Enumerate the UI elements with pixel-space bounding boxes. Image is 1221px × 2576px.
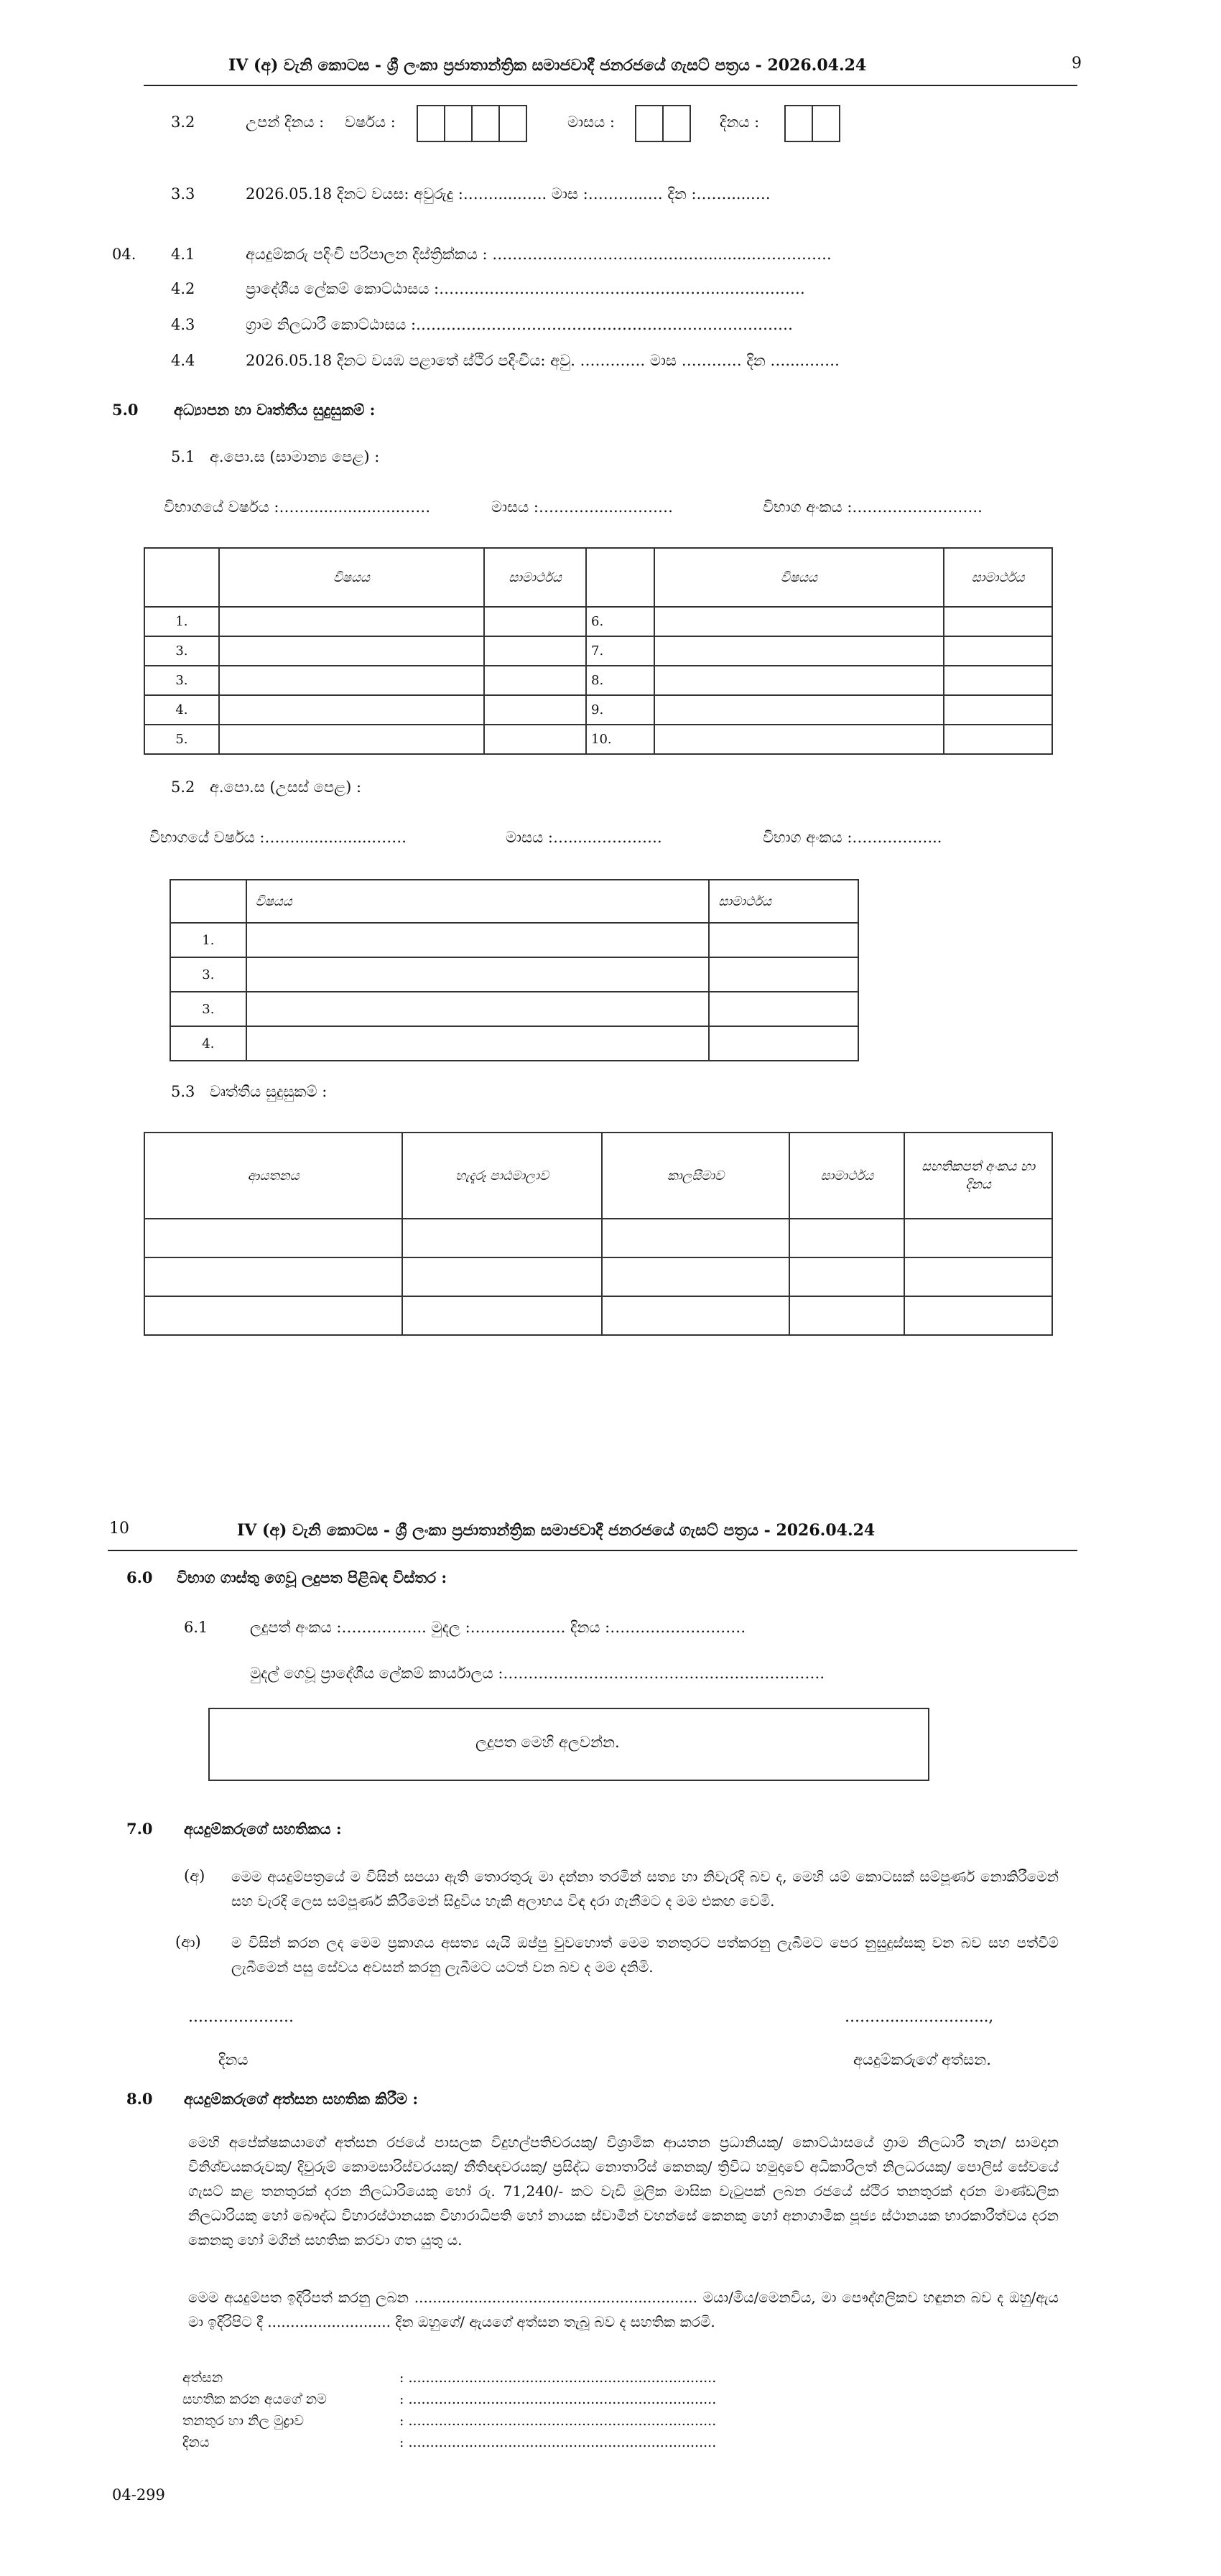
table-row	[170, 923, 858, 957]
field-label: සහතික කරන අයගේ නම	[182, 2391, 327, 2407]
table-cell[interactable]	[602, 1296, 790, 1335]
section-5-2-number: 5.2	[171, 778, 195, 796]
table-row	[144, 1257, 1052, 1296]
field-label: දිනය	[182, 2435, 210, 2450]
birth-month-label: මාසය :	[567, 113, 615, 131]
col-duration: කාලසීමාව	[602, 1133, 790, 1219]
section-3-3-number: 3.3	[171, 185, 195, 203]
clause-a-label: (අ)	[184, 1867, 205, 1884]
section-5-2-title: අ.පො.ස (උසස් පෙළ) :	[210, 778, 362, 796]
field-label: අත්සන	[182, 2370, 223, 2386]
subject-cell[interactable]	[654, 695, 944, 725]
item-num: 4.2	[171, 280, 195, 297]
row-number: 4.	[170, 1026, 246, 1061]
table-cell[interactable]	[789, 1296, 904, 1335]
al-results-table	[170, 879, 859, 1061]
al-exam-month: මාසය :…......………….	[506, 829, 662, 846]
receipt-paste-box[interactable]	[208, 1708, 929, 1781]
grade-cell[interactable]	[944, 607, 1052, 636]
col-institute: ආයතනය	[144, 1133, 402, 1219]
col-course: හැදෑරූ පාඨමාලාව	[402, 1133, 602, 1219]
signature-dots: ………......…………..,	[845, 2008, 994, 2025]
table-cell[interactable]	[144, 1257, 402, 1296]
subject-cell[interactable]	[654, 607, 944, 636]
date-field[interactable]: : .......................................................................	[399, 2435, 717, 2450]
item-num: 4.1	[171, 246, 195, 263]
digit-box[interactable]	[635, 105, 664, 142]
footer-code: 04-299	[112, 2486, 165, 2503]
clause-b-label: (ආ)	[175, 1933, 201, 1950]
signature-label: අයදුම්කරුගේ අත්සන.	[853, 2051, 991, 2068]
section-6-number: 6.0	[126, 1568, 153, 1586]
section-7-title: අයදුම්කරුගේ සහතිකය :	[184, 1820, 342, 1838]
digit-box[interactable]	[784, 105, 813, 142]
grade-cell[interactable]	[709, 992, 858, 1026]
subject-cell[interactable]	[219, 695, 484, 725]
blank-cell	[586, 548, 654, 607]
table-row	[144, 607, 1052, 636]
section-6-1-number: 6.1	[184, 1619, 208, 1636]
receipt-box-label: ලදුපත මෙහි අලවන්න.	[475, 1734, 620, 1751]
row-number: 3.	[170, 957, 246, 992]
subject-cell[interactable]	[654, 636, 944, 666]
digit-box[interactable]	[471, 105, 500, 142]
row-number: 3.	[144, 636, 219, 666]
subject-cell[interactable]	[246, 1026, 709, 1061]
age-line: 2026.05.18 දිනට වයස: අවුරුදු :……......….. මාස :………...… දින :…….....….	[246, 185, 771, 203]
digit-box[interactable]	[444, 105, 473, 142]
col-grade: සාමාර්ථය	[484, 548, 586, 607]
row-number: 7.	[586, 636, 654, 666]
col-grade: සාමාර්ථය	[709, 880, 858, 923]
page-number: 10	[109, 1520, 129, 1538]
section-6-title: විභාග ගාස්තු ගෙවූ ලදුපත පිළිබඳ විස්තර :	[177, 1568, 447, 1586]
grade-cell[interactable]	[709, 1026, 858, 1061]
section-04-number: 04.	[112, 246, 136, 263]
table-row	[144, 1219, 1052, 1257]
subject-cell[interactable]	[219, 666, 484, 695]
divisional-secretariat-line: ප්‍රාදේශීය ලේකම් කොට්ඨාසය :………………………………………………....……………	[246, 280, 805, 297]
section-8-title: අයදුම්කරුගේ අත්සන සහතික කිරීම :	[184, 2090, 419, 2108]
row-number: 3.	[170, 992, 246, 1026]
row-number: 9.	[586, 695, 654, 725]
table-cell[interactable]	[789, 1257, 904, 1296]
grade-cell[interactable]	[944, 725, 1052, 754]
section-5-3-number: 5.3	[171, 1083, 195, 1100]
grade-cell[interactable]	[484, 636, 586, 666]
header-rule	[108, 1550, 1077, 1551]
subject-cell[interactable]	[246, 957, 709, 992]
residence-line: 2026.05.18 දිනට වයඹ පළාතේ ස්ථිර පදිංචිය: අවු. …………. මාස ………… දින …....…….	[246, 352, 840, 369]
blank-cell	[144, 548, 219, 607]
payment-office-line: මුදල් ගෙවූ ප්‍රාදේශීය ලේකම් කාර්යාලය :……………………………………………………….	[250, 1665, 825, 1682]
subject-cell[interactable]	[654, 666, 944, 695]
date-label: දිනය	[218, 2051, 249, 2068]
subject-cell[interactable]	[219, 636, 484, 666]
row-number: 1.	[170, 923, 246, 957]
grade-cell[interactable]	[709, 957, 858, 992]
section-8-number: 8.0	[126, 2090, 153, 2108]
table-row	[144, 725, 1052, 754]
ol-exam-index: විභාග අංකය :……………………..	[763, 498, 983, 516]
table-cell[interactable]	[402, 1296, 602, 1335]
row-number: 10.	[586, 725, 654, 754]
table-row	[170, 957, 858, 992]
section-5-3-title: වෘත්තීය සුදුසුකම් :	[210, 1083, 328, 1100]
table-row	[144, 666, 1052, 695]
grade-cell[interactable]	[944, 636, 1052, 666]
row-number: 8.	[586, 666, 654, 695]
birth-day-label: දිනය :	[720, 113, 760, 131]
table-cell[interactable]	[789, 1219, 904, 1257]
table-cell[interactable]	[144, 1296, 402, 1335]
page-header: IV (අ) වැනි කොටස - ශ්‍රී ලංකා ප්‍රජාතාන්ත්‍රික සමාජවාදී ජනරජයේ ගැසට් පත්‍රය - 2026.04.24	[228, 56, 867, 75]
birth-day-boxes[interactable]	[784, 105, 839, 142]
row-number: 1.	[144, 607, 219, 636]
gn-division-line: ග්‍රාම නිලධාරී කොට්ඨාසය :…………………………………………………………………	[246, 316, 794, 333]
digit-box[interactable]	[662, 105, 691, 142]
section-5-number: 5.0	[112, 401, 139, 419]
ol-results-table	[144, 547, 1053, 755]
grade-cell[interactable]	[709, 923, 858, 957]
district-line: අයදුම්කරු පදිංචි පරිපාලන දිස්ත්‍රික්කය : ……………………………………..........…………….	[246, 246, 832, 263]
col-grade: සාමාර්ථය	[789, 1133, 904, 1219]
grade-cell[interactable]	[484, 695, 586, 725]
table-cell[interactable]	[144, 1219, 402, 1257]
grade-cell[interactable]	[944, 666, 1052, 695]
col-subject: විෂයය	[219, 548, 484, 607]
ol-exam-year: විභාගයේ වර්ෂය :……...................……	[164, 498, 431, 516]
grade-cell[interactable]	[484, 607, 586, 636]
subject-cell[interactable]	[654, 725, 944, 754]
table-cell[interactable]	[602, 1257, 790, 1296]
item-num: 4.4	[171, 352, 195, 369]
row-number: 5.	[144, 725, 219, 754]
header-rule	[144, 85, 1077, 86]
ol-exam-month: මාසය :…………......………	[491, 498, 674, 516]
birth-year-boxes[interactable]	[417, 105, 526, 142]
subject-cell[interactable]	[246, 992, 709, 1026]
subject-cell[interactable]	[219, 725, 484, 754]
clause-a-text: මෙම අයදුම්පත්‍රයේ ම විසින් සපයා ඇති තොරතුරු මා දන්නා තරමින් සත්‍ය හා නිවැරදි බව ද, මෙහි යම් කොටසක් සම්පූර්ණ නොකිරීමෙන් සහ වැරදි ලෙස සම්පූර්ණ කිරීමෙන් සිදුවිය හැකි අලාභය විඳ දරා ගැනීමට ද මම එකඟ වෙමි.	[231, 1868, 1059, 1910]
subject-cell[interactable]	[246, 923, 709, 957]
col-subject: විෂයය	[246, 880, 709, 923]
col-grade: සාමාර්ථය	[944, 548, 1052, 607]
row-number: 3.	[144, 666, 219, 695]
digit-box[interactable]	[498, 105, 527, 142]
designation-field[interactable]: : .......................................................................	[399, 2413, 717, 2429]
al-exam-index: විභාග අංකය :……………...	[763, 829, 942, 846]
section-5-title: අධ්‍යාපන හා වෘත්තීය සුදුසුකම් :	[174, 401, 376, 419]
table-row	[170, 1026, 858, 1061]
grade-cell[interactable]	[484, 666, 586, 695]
certification-paragraph: මෙම අයදුම්පත ඉදිරිපත් කරනු ලබන .............................................................. මයා/මිය/මෙනවිය, මා පෞද්ගලිකව හඳුනන බව ද ඔහු/ඇය මා ඉදිරිපිට දී ........................... දින ඔහුගේ/ ඇයගේ අත්සන තැබූ බව ද සහතික කරමි.	[188, 2289, 1059, 2330]
grade-cell[interactable]	[944, 695, 1052, 725]
grade-cell[interactable]	[484, 725, 586, 754]
table-row	[170, 992, 858, 1026]
receipt-line: ලදුපත් අංකය :…………….. මුදල :………………. දිනය :………………………	[250, 1619, 746, 1636]
table-row	[144, 695, 1052, 725]
page-header: IV (අ) වැනි කොටස - ශ්‍රී ලංකා ප්‍රජාතාන්ත්‍රික සමාජවාදී ජනරජයේ ගැසට් පත්‍රය - 2026.04.24	[237, 1521, 876, 1540]
page-number: 9	[1072, 55, 1082, 73]
section-5-1-title: අ.පො.ස (සාමාන්‍ය පෙළ) :	[210, 448, 380, 465]
digit-box[interactable]	[812, 105, 840, 142]
section-3-2-number: 3.2	[171, 113, 195, 131]
certifier-name-field[interactable]: : .......................................................................	[399, 2391, 717, 2407]
birth-date-label: උපන් දිනය :	[246, 113, 325, 131]
col-certificate: සහතිකපත් අංකය හා දිනය	[904, 1133, 1052, 1219]
table-cell[interactable]	[402, 1219, 602, 1257]
item-num: 4.3	[171, 316, 195, 333]
table-row	[144, 1296, 1052, 1335]
digit-box[interactable]	[417, 105, 445, 142]
section-5-1-number: 5.1	[171, 448, 195, 465]
certifier-paragraph: මෙහි අපේක්ෂකයාගේ අත්සන රජයේ පාසලක විදුහල්පතිවරයකු/ විශ්‍රාමික ආයතන ප්‍රධානියකු/ කොට්ඨාසයේ ග්‍රාම නිලධාරී තැන/ සාමදාන විනිශ්චයකරුවකු/ දිවුරුම් කොමසාරිස්වරයකු/ නීතිඥවරයකු/ ප්‍රසිද්ධ නොතාරිස් කෙනකු/ ත්‍රිවිධ හමුදාවේ අධිකාරිලත් නිලධරයකු/ පොලිස් සේවයේ ගැසට් කළ තනතුරක් දරන නිලධාරියෙකු හෝ රු. 71,240/- කට වැඩි මූලික මාසික වැටුපක් ලබන රජයේ ස්ථිර තනතුරක් දරන මාණ්ඩලික නිලධාරියකු හෝ බෞද්ධ විහාරස්ථානයක විහාරාධිපති හෝ නායක ස්වාමීන් වහන්සේ කෙනකු හෝ අනාගාමික පූජ්‍ය ස්ථානයක භාරකාරීත්වය දරන කෙනකු හෝ මගින් සහතික කරවා ගත යුතු ය.	[188, 2134, 1059, 2249]
birth-year-label: වර්ෂය :	[345, 113, 396, 131]
vocational-table	[144, 1132, 1053, 1336]
table-cell[interactable]	[402, 1257, 602, 1296]
section-7-number: 7.0	[126, 1820, 153, 1838]
row-number: 6.	[586, 607, 654, 636]
table-cell[interactable]	[904, 1296, 1052, 1335]
clause-b-text: ම විසින් කරන ලද මෙම ප්‍රකාශය අසත්‍ය යැයි ඔප්පු වුවහොත් මෙම තනතුරට පත්කරනු ලැබීමට පෙර නුසුදුස්සකු වන බව සහ පත්වීම් ලැබීමෙන් පසු සේවය අවසන් කරනු ලැබීමට යටත් වන බව ද මම දනිමි.	[231, 1934, 1059, 1976]
table-row	[144, 636, 1052, 666]
signature-field[interactable]: : .......................................................................	[399, 2370, 717, 2386]
date-dots: …………………	[188, 2008, 294, 2025]
al-exam-year: විභාගයේ වර්ෂය :……................…….	[149, 829, 407, 846]
table-cell[interactable]	[904, 1257, 1052, 1296]
col-subject: විෂයය	[654, 548, 944, 607]
blank-cell	[170, 880, 246, 923]
table-cell[interactable]	[602, 1219, 790, 1257]
birth-month-boxes[interactable]	[635, 105, 690, 142]
field-label: තනතුර හා නිල මුද්‍රාව	[182, 2413, 305, 2429]
table-cell[interactable]	[904, 1219, 1052, 1257]
row-number: 4.	[144, 695, 219, 725]
subject-cell[interactable]	[219, 607, 484, 636]
